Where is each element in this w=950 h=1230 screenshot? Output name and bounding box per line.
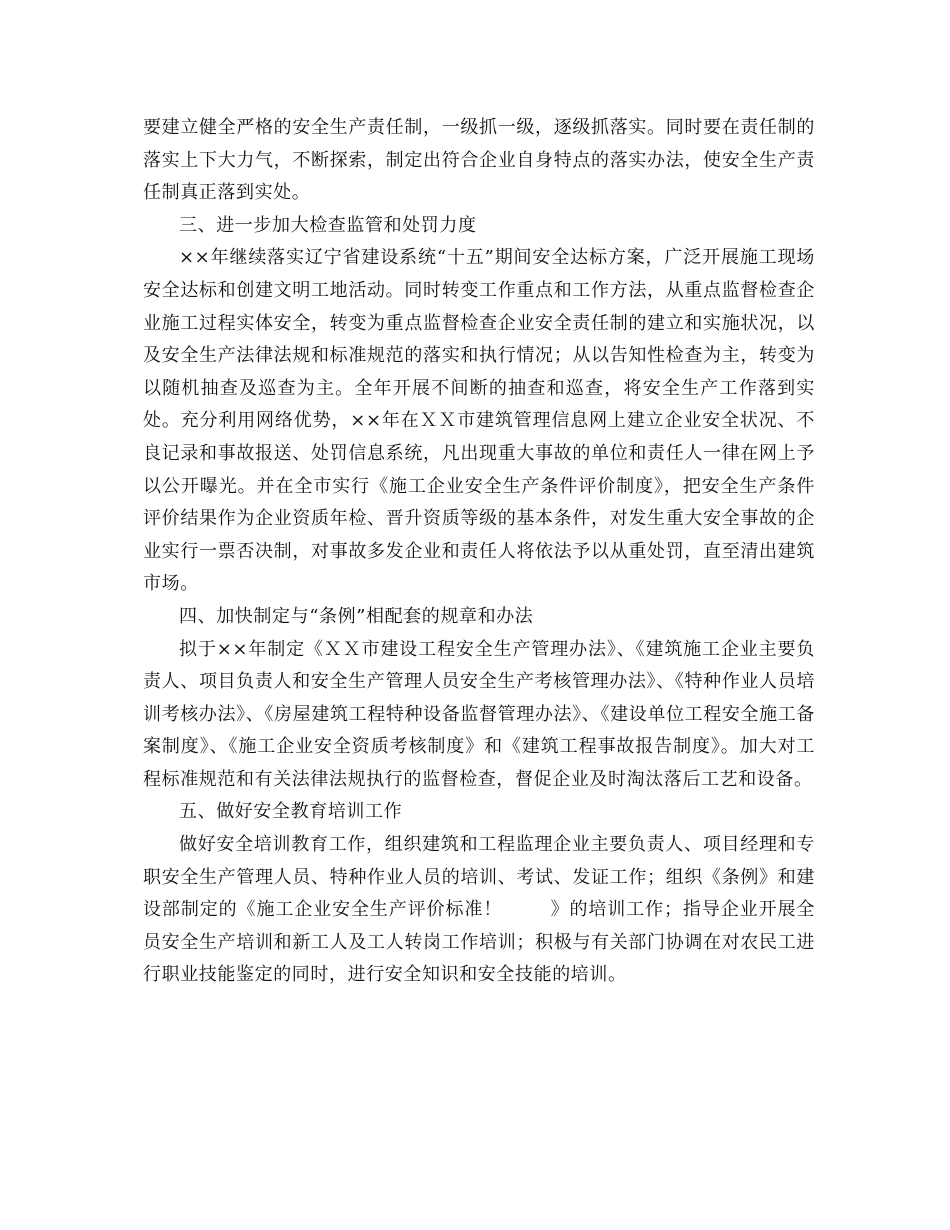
paragraph-regulations: 拟于××年制定《ＸＸ市建设工程安全生产管理办法》、《建筑施工企业主要负责人、项目负责人和安全生产管理人员安全生产考核管理办法》、《特种作业人员培训考核办法》、《房屋建筑工程特种设备监督管理办法》、《建设单位工程安全施工备案制度》、《施工企业安全资质考核制度》和《建筑工程事故报告制度》。加大对工程标准规范和有关法律法规执行的监督检查，督促企业及时淘汰落后工艺和设备。 xyxy=(143,638,815,790)
training-text-part-2: 》的培训工作；指导企业开展全员安全生产培训和新工人及工人转岗工作培训；积极与有关部门协调在对农民工进行职业技能鉴定的同时，进行安全知识和安全技能的培训。 xyxy=(143,899,815,986)
training-text-part-1: 做好安全培训教育工作，组织建筑和工程监理企业主要负责人、项目经理和专职安全生产管理人员、特种作业人员的培训、考试、发证工作；组织《条例》和建设部制定的《施工企业安全生产评价标准！ xyxy=(143,834,815,921)
document-body xyxy=(143,112,815,992)
section-heading-3: 三、进一步加大检查监管和处罚力度 xyxy=(179,214,477,236)
paragraph-training xyxy=(143,829,815,992)
paragraph-responsibility: 要建立健全严格的安全生产责任制，一级抓一级，逐级抓落实。同时要在责任制的落实上下大力气，不断探索，制定出符合企业自身特点的落实办法，使安全生产责任制真正落到实处。 xyxy=(143,117,815,204)
section-heading-5: 五、做好安全教育培训工作 xyxy=(179,801,403,823)
section-heading-4: 四、加快制定与“条例”相配套的规章和办法 xyxy=(179,605,534,627)
paragraph-inspection: ××年继续落实辽宁省建设系统“十五”期间安全达标方案，广泛开展施工现场安全达标和创建文明工地活动。同时转变工作重点和工作方法，从重点监督检查企业施工过程实体安全，转变为重点监督检查企业安全责任制的建立和实施状况，以及安全生产法律法规和标准规范的落实和执行情况；从以告知性检查为主，转变为以随机抽查及巡查为主。全年开展不间断的抽查和巡查，将安全生产工作落到实处。充分利用网络优势，××年在ＸＸ市建筑管理信息网上建立企业安全状况、不良记录和事故报送、处罚信息系统，凡出现重大事故的单位和责任人一律在网上予以公开曝光。并在全市实行《施工企业安全生产条件评价制度》，把安全生产条件评价结果作为企业资质年检、晋升资质等级的基本条件，对发生重大安全事故的企业实行一票否决制，对事故多发企业和责任人将依法予以从重处罚，直至清出建筑市场。 xyxy=(143,247,815,595)
